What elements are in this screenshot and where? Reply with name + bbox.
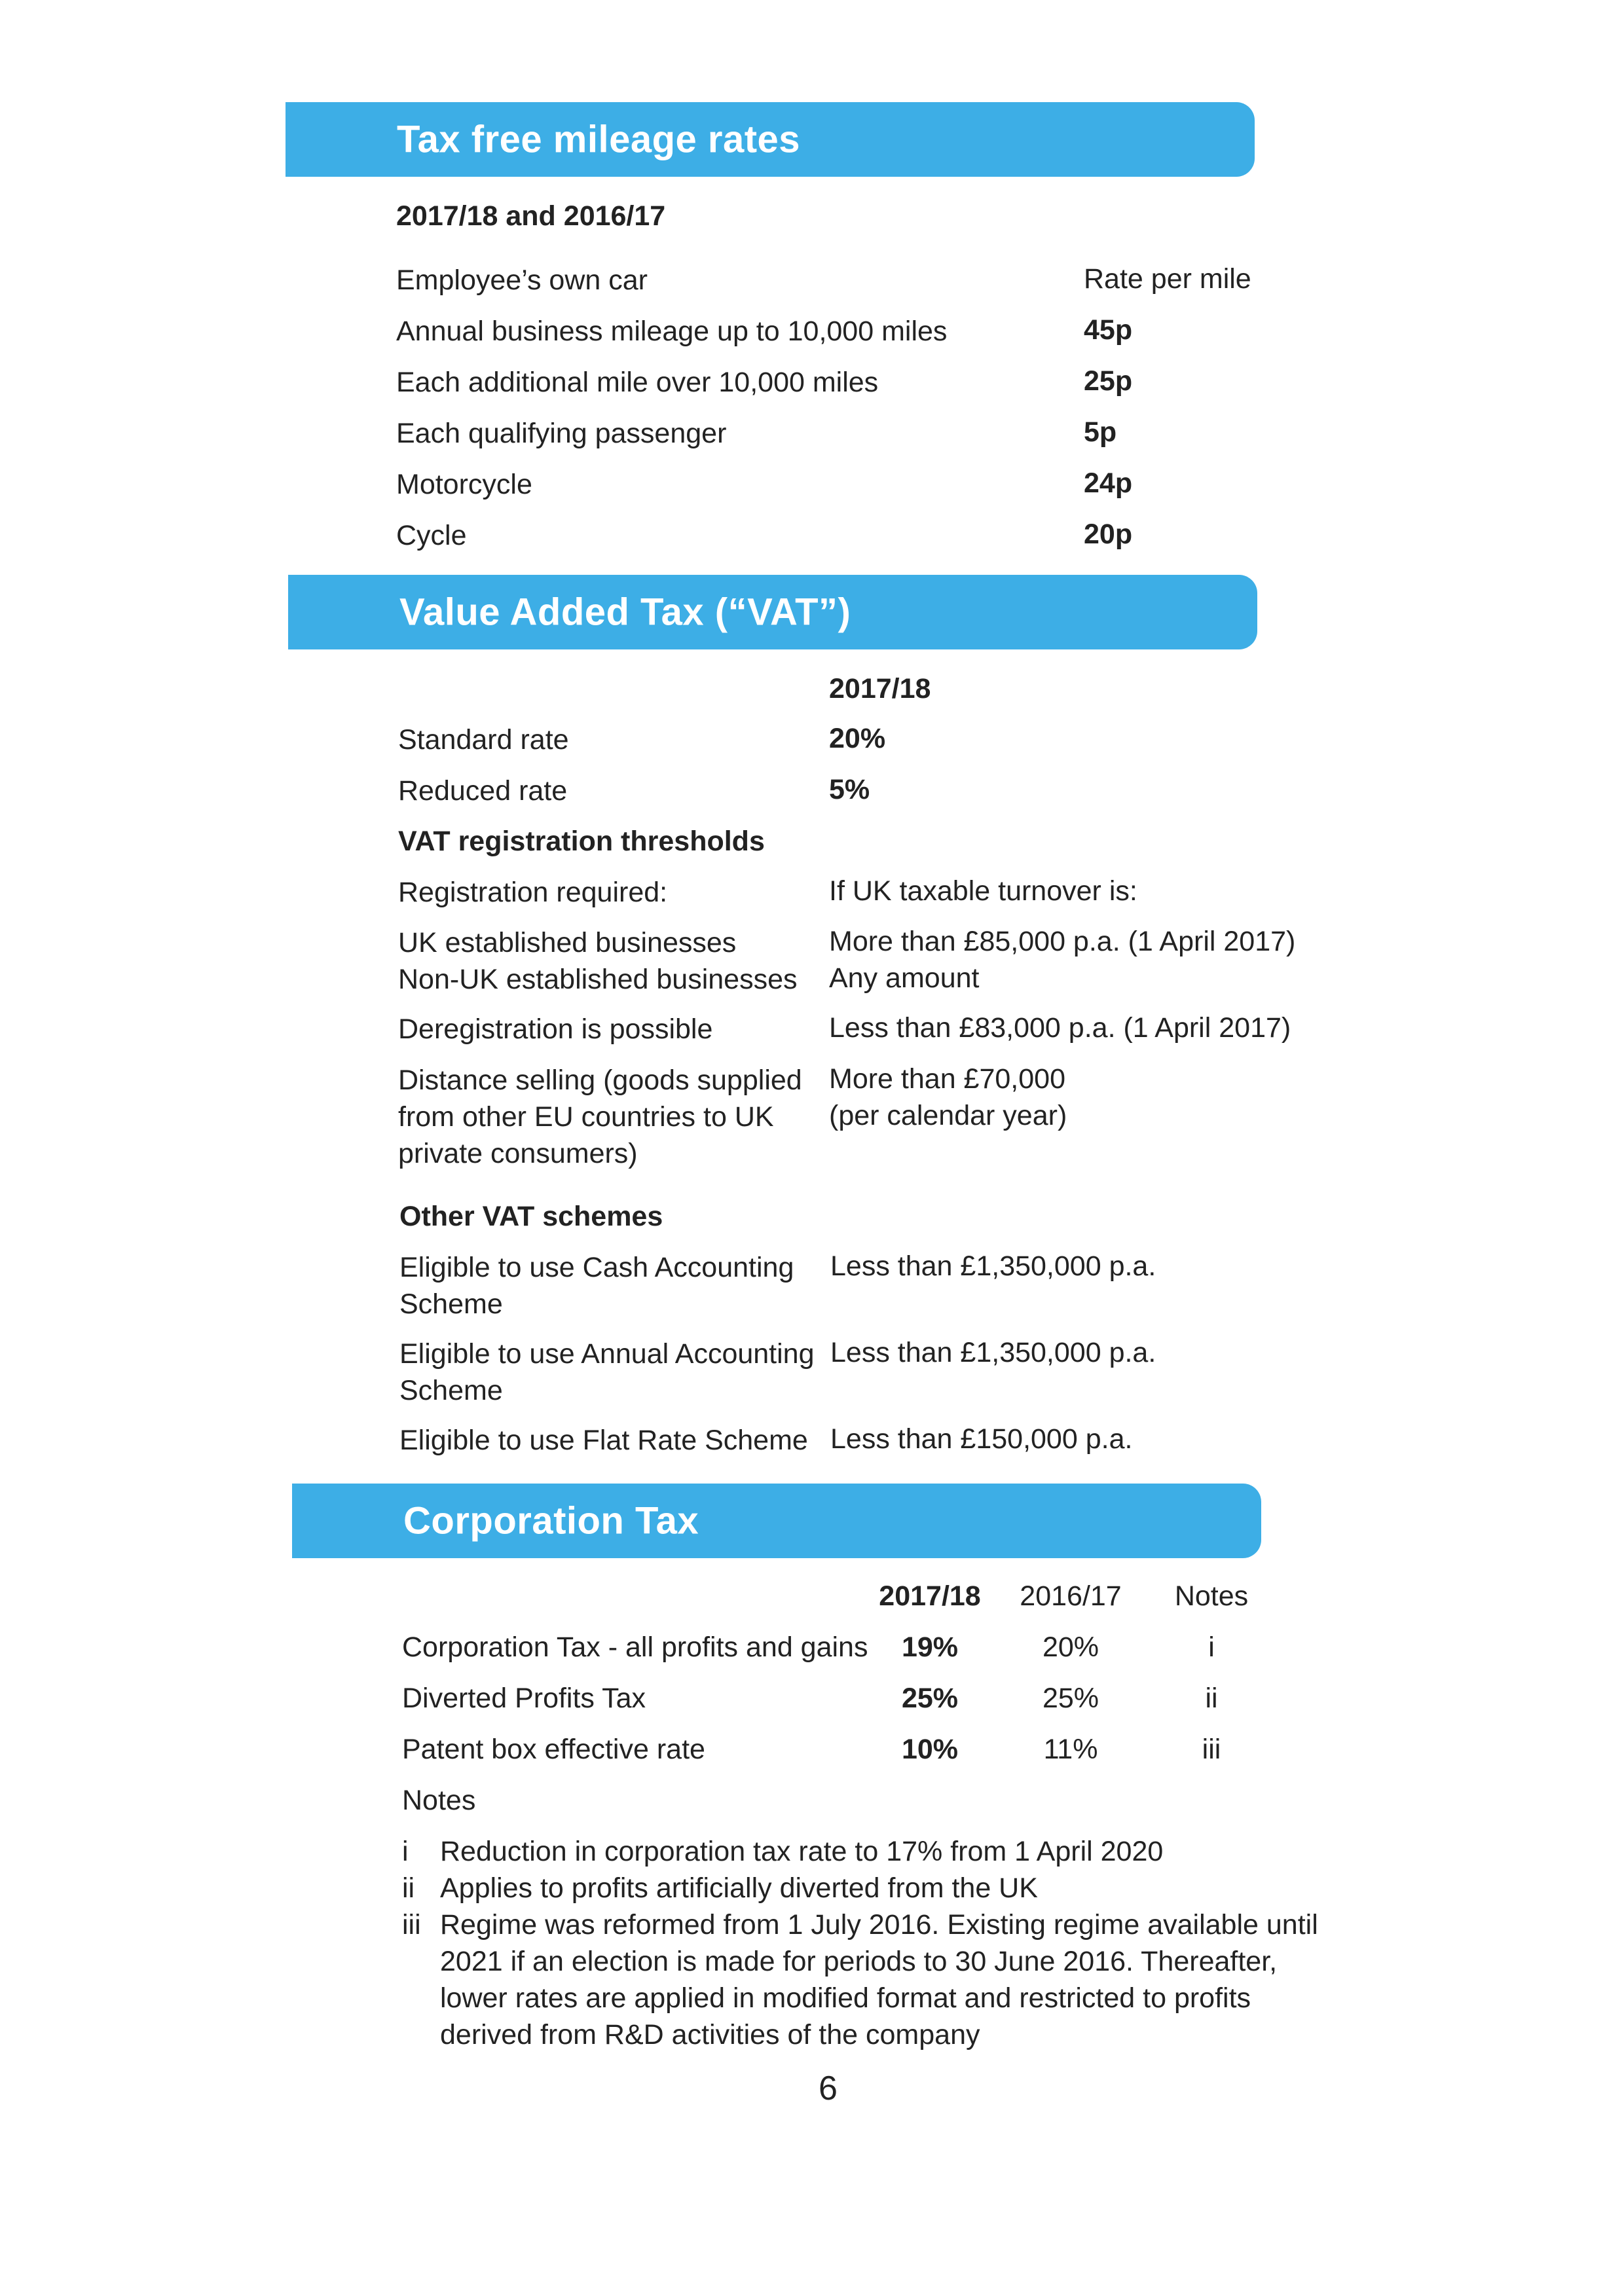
corp-row-y1: 25%: [901, 1683, 959, 1714]
mileage-row-label: Annual business mileage up to 10,000 miles: [396, 316, 948, 347]
mileage-row-label: Each qualifying passenger: [396, 418, 727, 449]
corp-note-num: ii: [402, 1872, 415, 1904]
mileage-rate-header: Rate per mile: [1084, 263, 1251, 295]
vat-distance-value: (per calendar year): [829, 1100, 1067, 1131]
corp-row-y2: 20%: [1042, 1631, 1099, 1663]
corp-note-line: 2021 if an election is made for periods to 30 June 2016. Thereafter,: [440, 1946, 1278, 1977]
vat-title: Value Added Tax (“VAT”): [399, 591, 851, 634]
vat-dereg: Deregistration is possible: [398, 1013, 713, 1045]
vat-banner: [288, 575, 1257, 649]
corp-banner: [292, 1484, 1261, 1558]
mileage-years: 2017/18 and 2016/17: [396, 200, 666, 232]
vat-annual-value: Less than £1,350,000 p.a.: [830, 1337, 1156, 1368]
corp-notes-heading: Notes: [402, 1785, 476, 1816]
vat-annual-line: Scheme: [399, 1375, 503, 1406]
vat-distance-value: More than £70,000: [829, 1063, 1065, 1095]
corp-note-line: derived from R&D activities of the company: [440, 2019, 980, 2050]
corp-header-notes: Notes: [1174, 1580, 1249, 1612]
corp-row-y2: 25%: [1042, 1683, 1099, 1714]
vat-rate-label: Reduced rate: [398, 775, 568, 807]
vat-cash-value: Less than £1,350,000 p.a.: [830, 1250, 1156, 1282]
mileage-title: Tax free mileage rates: [397, 118, 801, 161]
corp-note-num: iii: [402, 1909, 421, 1941]
corp-row-note: iii: [1202, 1734, 1221, 1765]
vat-rate-value: 5%: [829, 774, 870, 805]
vat-non-uk-established: Non-UK established businesses: [398, 964, 798, 995]
vat-turnover-header: If UK taxable turnover is:: [829, 875, 1137, 907]
corp-row-label: Corporation Tax - all profits and gains: [402, 1631, 868, 1663]
vat-dereg-value: Less than £83,000 p.a. (1 April 2017): [829, 1012, 1291, 1044]
vat-schemes-heading: Other VAT schemes: [399, 1201, 663, 1232]
vat-registration-required: Registration required:: [398, 877, 668, 908]
vat-cash-line: Eligible to use Cash Accounting: [399, 1252, 794, 1283]
corp-header-y1: 2017/18: [879, 1580, 981, 1612]
vat-uk-established: UK established businesses: [398, 927, 737, 958]
corp-note-line: Reduction in corporation tax rate to 17% from 1 April 2020: [440, 1836, 1164, 1867]
vat-year-header: 2017/18: [829, 673, 931, 704]
mileage-row-rate: 25p: [1084, 365, 1133, 397]
corp-title: Corporation Tax: [403, 1499, 699, 1542]
mileage-row-rate: 5p: [1084, 416, 1117, 448]
corp-row-y2: 11%: [1043, 1734, 1098, 1765]
mileage-row-label: Each additional mile over 10,000 miles: [396, 367, 879, 398]
page-number: 6: [819, 2069, 838, 2107]
vat-rate-value: 20%: [829, 723, 886, 754]
corp-row-note: i: [1208, 1631, 1215, 1663]
vat-flat-value: Less than £150,000 p.a.: [830, 1423, 1133, 1455]
vat-annual-line: Eligible to use Annual Accounting: [399, 1338, 815, 1370]
corp-row-y1: 19%: [901, 1631, 959, 1663]
vat-uk-established-value: More than £85,000 p.a. (1 April 2017): [829, 926, 1296, 957]
mileage-row-rate: 45p: [1084, 314, 1133, 346]
vat-distance-line: private consumers): [398, 1138, 638, 1169]
vat-cash-line: Scheme: [399, 1288, 503, 1320]
vat-distance-line: from other EU countries to UK: [398, 1101, 774, 1133]
corp-note-line: lower rates are applied in modified format and restricted to profits: [440, 1982, 1251, 2014]
corp-note-num: i: [402, 1836, 409, 1867]
corp-row-label: Diverted Profits Tax: [402, 1683, 646, 1714]
vat-flat: Eligible to use Flat Rate Scheme: [399, 1425, 808, 1456]
corp-note-line: Applies to profits artificially diverted from the UK: [440, 1872, 1038, 1904]
vat-thresholds-heading: VAT registration thresholds: [398, 826, 765, 857]
corp-row-label: Patent box effective rate: [402, 1734, 705, 1765]
vat-rate-label: Standard rate: [398, 724, 569, 756]
corp-row-y1: 10%: [901, 1734, 959, 1765]
mileage-banner: [286, 102, 1255, 177]
vat-distance-line: Distance selling (goods supplied: [398, 1065, 802, 1096]
mileage-row-rate: 20p: [1084, 519, 1133, 550]
mileage-row-label: Motorcycle: [396, 469, 532, 500]
mileage-row-rate: 24p: [1084, 467, 1133, 499]
corp-row-note: ii: [1205, 1683, 1218, 1714]
corp-header-y2: 2016/17: [1020, 1580, 1122, 1612]
mileage-col-header: Employee’s own car: [396, 264, 648, 296]
mileage-row-label: Cycle: [396, 520, 467, 551]
vat-non-uk-established-value: Any amount: [829, 962, 980, 994]
corp-note-line: Regime was reformed from 1 July 2016. Existing regime available until: [440, 1909, 1318, 1941]
